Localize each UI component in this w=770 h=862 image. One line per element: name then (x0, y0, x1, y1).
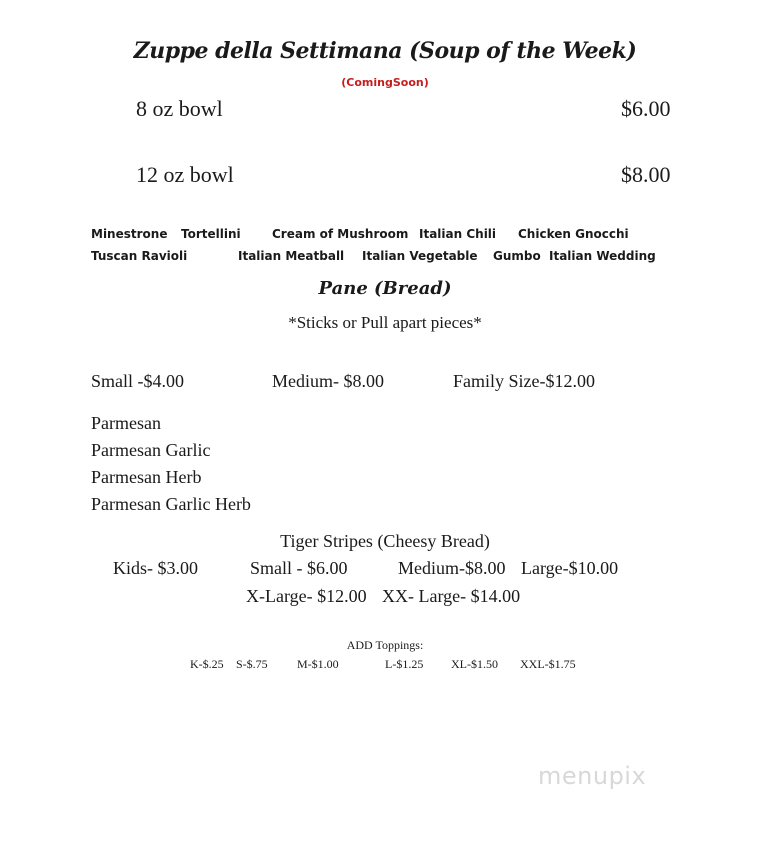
soup-variety: Minestrone (91, 227, 168, 241)
tiger-size-price: XX- Large- $14.00 (382, 586, 521, 606)
soup-variety: Italian Vegetable (362, 249, 478, 263)
tiger-size-price: Kids- $3.00 (113, 558, 198, 578)
soup-variety: Tuscan Ravioli (91, 249, 188, 263)
topping-price: XL-$1.50 (451, 657, 498, 671)
soup-variety: Tortellini (181, 227, 241, 241)
tiger-size-price: Medium-$8.00 (398, 558, 506, 578)
bread-size-price: Small -$4.00 (91, 371, 184, 391)
toppings-label: ADD Toppings: (346, 638, 424, 652)
topping-price: M-$1.00 (297, 657, 339, 671)
topping-price: S-$.75 (236, 657, 268, 671)
bread-flavor: Parmesan Garlic (91, 440, 211, 460)
soup-variety: Gumbo (493, 249, 541, 263)
topping-price: XXL-$1.75 (520, 657, 576, 671)
bread-size-price: Medium- $8.00 (272, 371, 384, 391)
bowl-size-label: 12 oz bowl (136, 162, 234, 187)
soup-variety: Chicken Gnocchi (518, 227, 629, 241)
topping-price: L-$1.25 (385, 657, 424, 671)
soup-variety: Italian Wedding (549, 249, 656, 263)
bread-flavor: Parmesan (91, 413, 161, 433)
menupix-watermark: menupix (538, 762, 647, 790)
tiger-stripes-title: Tiger Stripes (Cheesy Bread) (280, 531, 490, 551)
tiger-size-price: X-Large- $12.00 (246, 586, 367, 606)
topping-price: K-$.25 (190, 657, 224, 671)
bread-section-title: Pane (Bread) (318, 278, 452, 299)
soup-variety: Cream of Mushroom (272, 227, 409, 241)
soup-variety: Italian Meatball (238, 249, 345, 263)
coming-soon-note: (ComingSoon) (341, 76, 429, 89)
bread-note: *Sticks or Pull apart pieces* (288, 313, 482, 332)
bowl-price: $6.00 (621, 96, 671, 121)
bread-flavor: Parmesan Herb (91, 467, 202, 487)
soup-section-title: Zuppe della Settimana (Soup of the Week) (133, 38, 637, 64)
bread-flavor: Parmesan Garlic Herb (91, 494, 251, 514)
tiger-size-price: Small - $6.00 (250, 558, 348, 578)
bowl-size-label: 8 oz bowl (136, 96, 223, 121)
bread-size-price: Family Size-$12.00 (453, 371, 595, 391)
soup-variety: Italian Chili (419, 227, 497, 241)
bowl-price: $8.00 (621, 162, 671, 187)
tiger-size-price: Large-$10.00 (521, 558, 619, 578)
